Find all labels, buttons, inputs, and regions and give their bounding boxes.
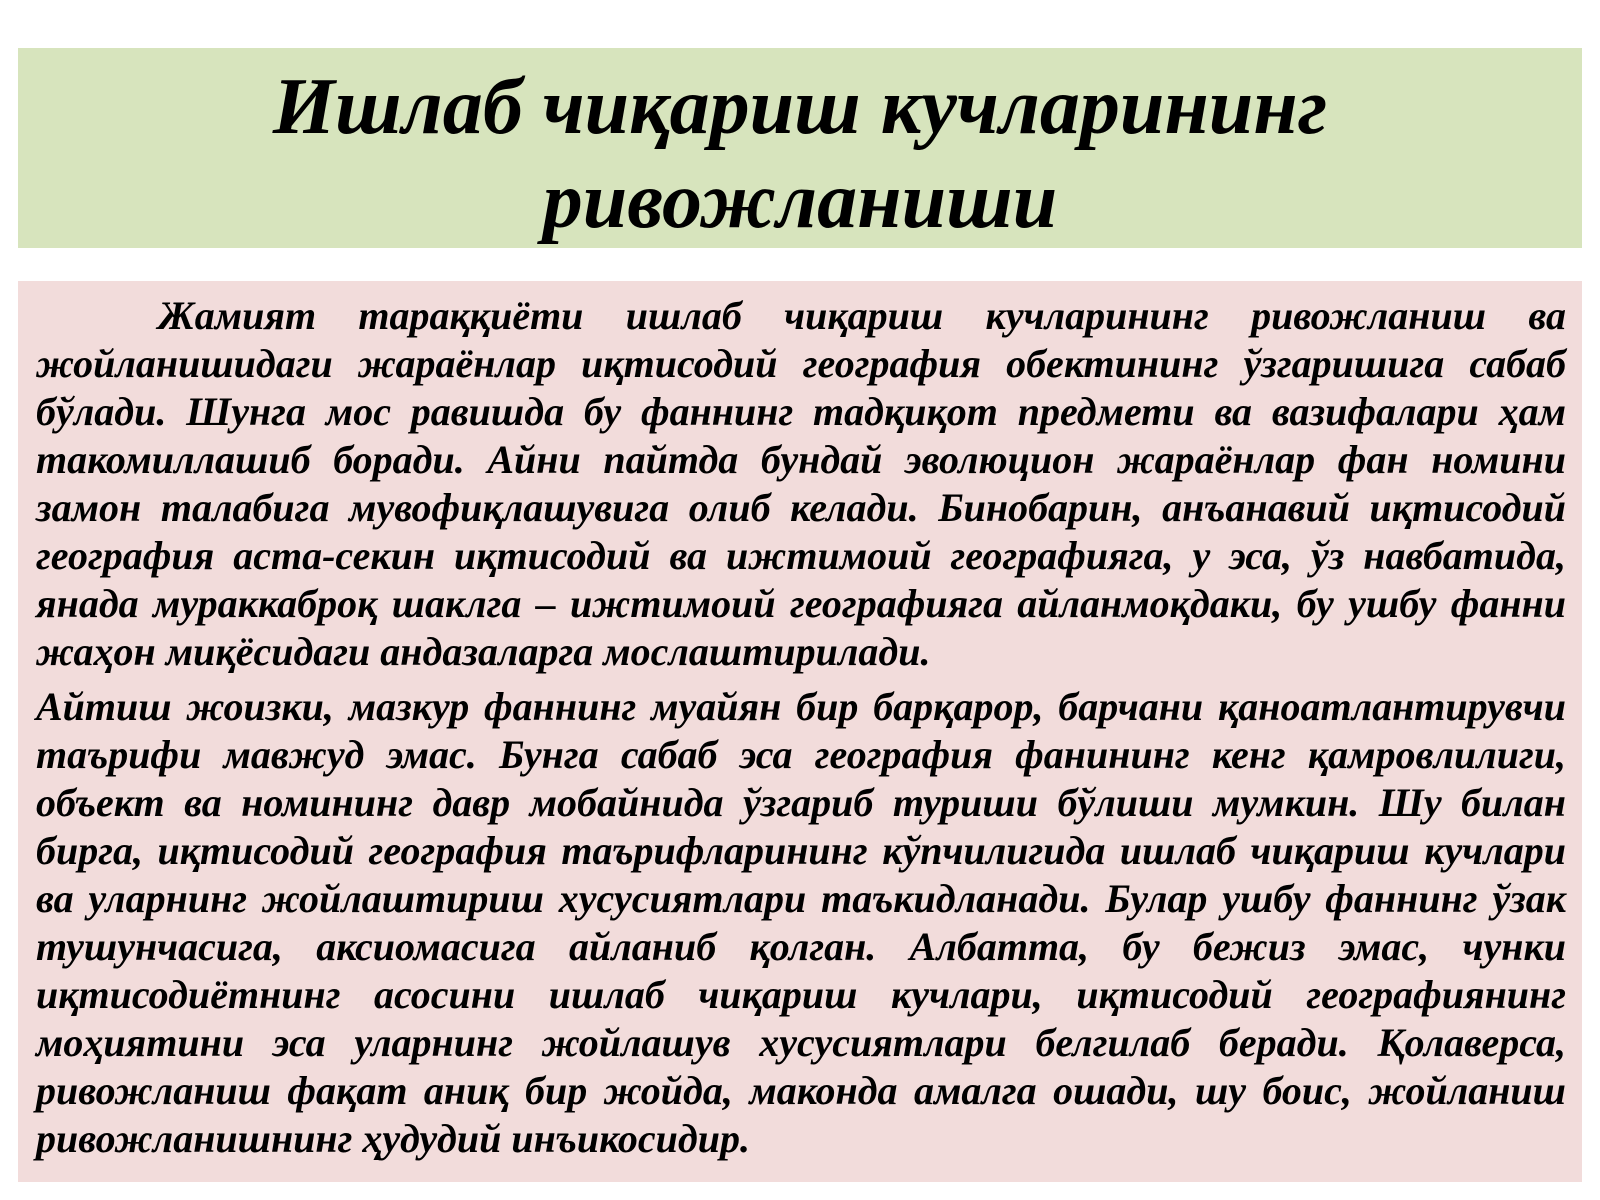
title-banner	[18, 48, 1582, 248]
body-paragraph-2: Айтиш жоизки, мазкур фаннинг муайян бир барқарор, барчани қаноатлантирувчи таърифи мавжуд эмас. Бунга сабаб эса география фанининг кенг қамровлилиги, объект ва номининг давр мобайнида ўзгариб туриши бўлиши мумкин. Шу билан бирга, иқтисодий география таърифларининг кўпчилигида ишлаб чиқариш кучлари ва уларнинг жойлаштириш хусусиятлари таъкидланади. Булар ушбу фаннинг ўзак тушунчасига, аксиомасига айланиб қолган. Албатта, бу бежиз эмас, чунки иқтисодиётнинг асосини ишлаб чиқариш кучлари, иқтисодий географиянинг моҳиятини эса уларнинг жойлашув хусусиятлари белгилаб беради. Қолаверса, ривожланиш фақат аниқ бир жойда, маконда амалга ошади, шу боис, жойланиш ривожланишнинг ҳудудий инъикосидир.	[36, 684, 1566, 1161]
body-panel	[18, 281, 1582, 1182]
body-text	[36, 292, 1566, 1163]
slide-title: Ишлаб чиқариш кучларининг ривожланиши	[272, 63, 1328, 245]
body-paragraph-1: Жамият тараққиёти ишлаб чиқариш кучларининг ривожланиш ва жойланишидаги жараёнлар иқтисодий география обектининг ўзгаришига сабаб бўлади. Шунга мос равишда бу фаннинг тадқиқот предмети ва вазифалари ҳам такомиллашиб боради. Айни пайтда бундай эволюцион жараёнлар фан номини замон талабига мувофиқлашувига олиб келади. Бинобарин, анъанавий иқтисодий география аста-секин иқтисодий ва ижтимоий географияга, у эса, ўз навбатида, янада мураккаброқ шаклга – ижтимоий географияга айланмоқдаки, бу ушбу фанни жаҳон миқёсидаги андазаларга мослаштирилади.	[36, 293, 1566, 674]
